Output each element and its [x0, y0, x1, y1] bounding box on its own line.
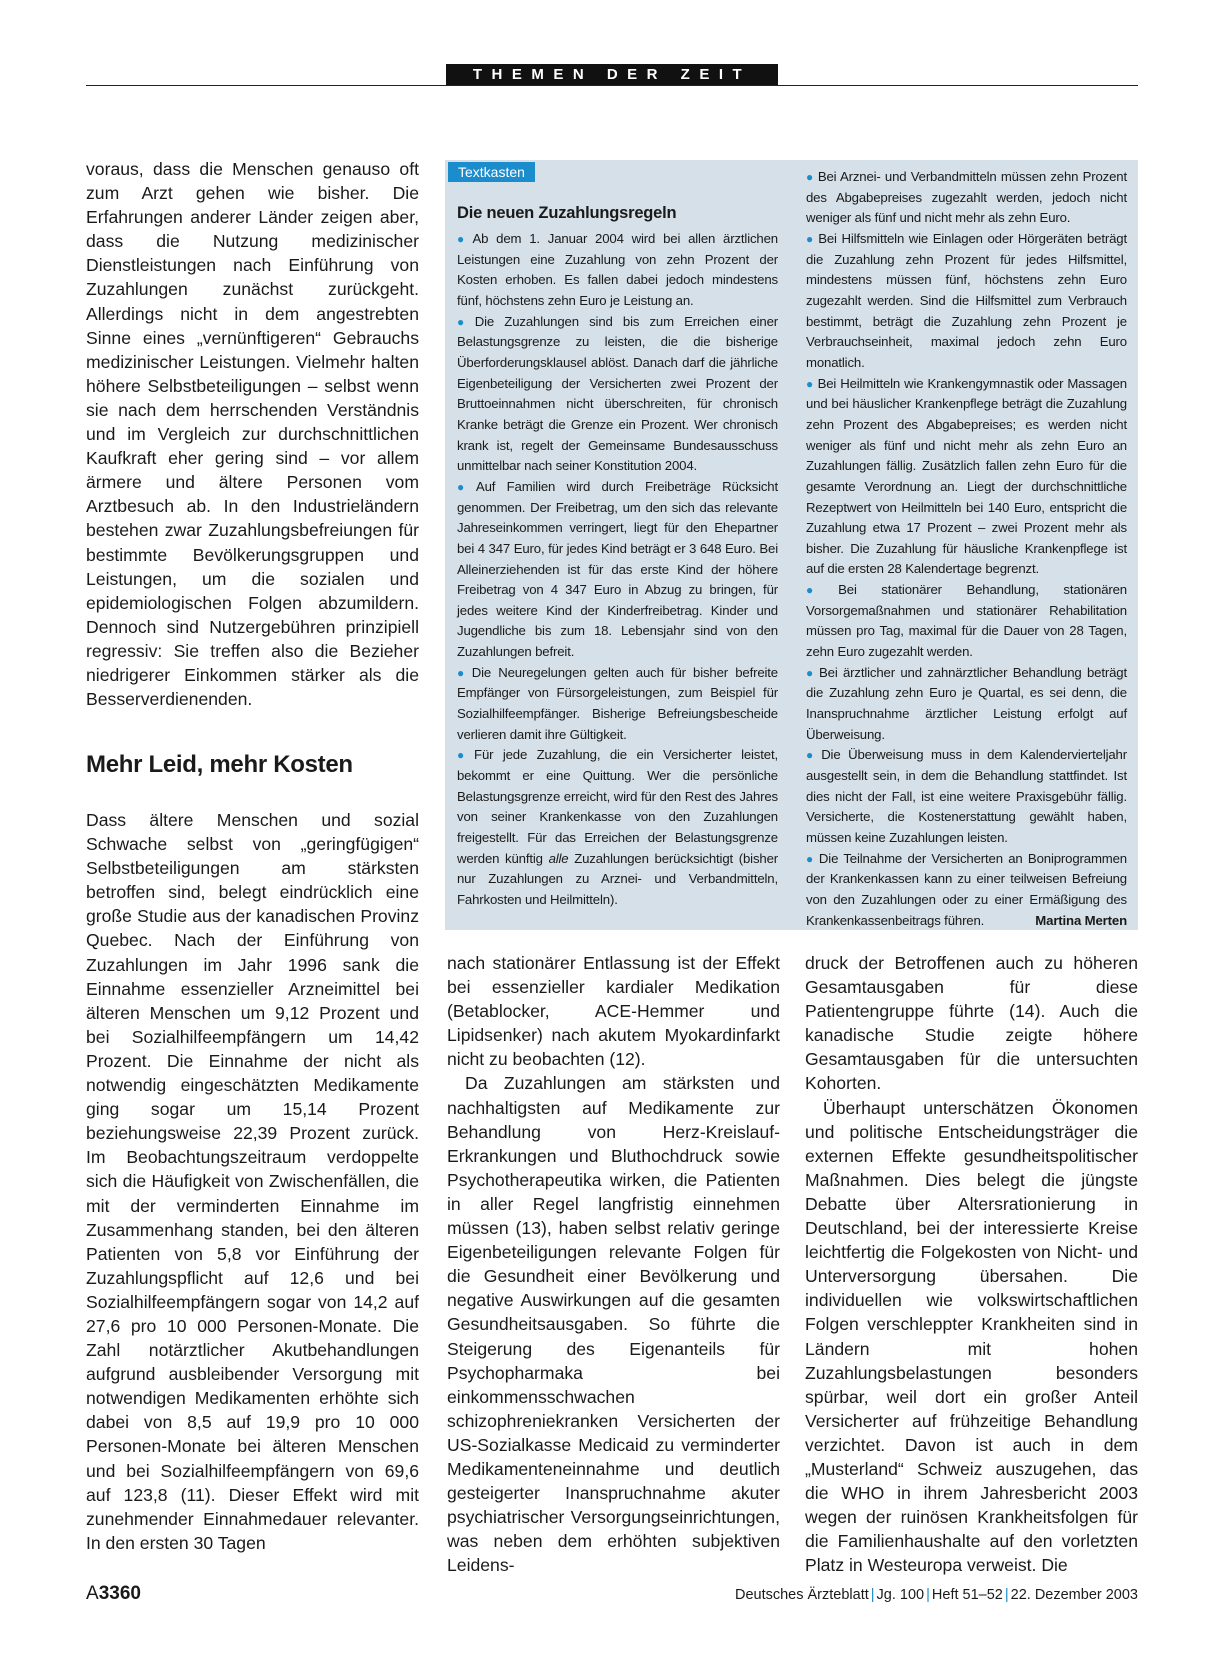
paragraph: voraus, dass die Menschen genauso oft zum Arzt gehen wie bisher. Die Erfahrungen anderer Länder zeigen aber, dass die Nutzung medizinischer Dienstleistungen nach Einführung von Zuzahlungen zunächst zurückgeht. Allerdings nicht in dem angestrebten Sinne eines „vernünftigeren“ Gebrauchs medizinischer Leistungen. Vielmehr halten höhere Selbstbeteiligungen – selbst wenn sie nach dem herrschenden Verständnis und im Vergleich zur durchschnittlichen Kaufkraft eher gering sind – vor allem ärmere und ältere Personen vom Arztbesuch ab. In den Industrieländern bestehen zwar Zuzahlungsbefreiungen für bestimmte Bevölkerungsgruppen und Leistungen, um die sozialen und epidemiologischen Folgen abzumildern. Dennoch sind Nutzergebühren prinzipiell regressiv: Sie treffen also die Bezieher niedrigerer Einkommen stärker als die Besserverdienenden. [86, 159, 419, 710]
column-2 [447, 951, 780, 1577]
section-header: THEMEN DER ZEIT [446, 64, 778, 85]
box-item: ● Bei ärztlicher und zahnärztlicher Behandlung beträgt die Zuzahlung zehn Euro je Quartal, es sei denn, die Inanspruchnahme ärztlicher Leistung erfolgt auf Überweisung. [806, 664, 1127, 742]
box-item: ● Die Zuzahlungen sind bis zum Erreichen einer Belastungsgrenze zu leisten, die die bisherige Überforderungsklausel ablöst. Danach darf die jährliche Eigenbeteiligung der Versicherten zwei Prozent der Bruttoeinnahmen nicht überschreiten, für chronisch Kranke beträgt die Grenze ein Prozent. Wer chronisch krank ist, regelt der Gemeinsame Bundesausschuss unmittelbar nach seiner Konstitution 2004. [457, 313, 778, 474]
author-signature: Martina Merten [1035, 912, 1127, 928]
date: 22. Dezember 2003 [1010, 1587, 1138, 1603]
column-1-top [86, 157, 419, 711]
header-rule [86, 85, 1138, 86]
separator: | [1004, 1587, 1009, 1603]
page-number: A3360 [86, 1583, 141, 1604]
paragraph: Da Zuzahlungen am stärksten und nachhaltigsten auf Medikamente zur Behandlung von Herz-Kreislauf-Erkrankungen und Bluthochdruck sowie Psychotherapeutika wirken, die Patienten in aller Regel langfristig einnehmen müssen (13), haben selbst relativ geringe Eigenbeteiligungen relevante Folgen für die Gesundheit einer Bevölkerung und negative Auswirkungen auf die gesamten Gesundheitsausgaben. So führte die Steigerung des Eigenanteils für Psychopharmaka bei einkommensschwachen schizophreniekranken Versicherten der US-Sozialkasse Medicaid zu verminderter Medikamenteneinnahme und deutlich gesteigerter Inanspruchnahme akuter psychiatrischer Versorgungseinrichtungen, was neben dem erhöhten subjektiven Leidens- [447, 1073, 780, 1576]
paragraph: nach stationärer Entlassung ist der Effekt bei essenzieller kardialer Medikation (Betablocker, ACE-Hemmer und Lipidsenker) nach akutem Myokardinfarkt nicht zu beobachten (12). [447, 953, 780, 1070]
subheading: Mehr Leid, mehr Kosten [86, 751, 353, 778]
journal-name: Deutsches Ärzteblatt [734, 1587, 869, 1603]
box-item: ● Die Teilnahme der Versicherten an Boniprogrammen der Krankenkassen kann zu einer teilweisen Befreiung von den Zuzahlungen oder zu einer Ermäßigung des Krankenkassenbeitrags führen. Martina Merten [806, 849, 1127, 932]
box-item: ● Bei Hilfsmitteln wie Einlagen oder Hörgeräten beträgt die Zuzahlung zehn Prozent für jedes Hilfsmittel, mindestens müssen fünf, höchstens zehn Euro zugezahlt werden. Sind die Hilfsmittel zum Verbrauch bestimmt, beträgt die Zuzahlung zehn Prozent je Verbrauchseinheit, maximal jedoch zehn Euro monatlich. [806, 230, 1127, 370]
text-box-left-column [457, 229, 778, 911]
column-1-bottom [86, 808, 419, 1555]
text-box-right-column [806, 167, 1127, 931]
paragraph: Dass ältere Menschen und sozial Schwache selbst von „geringfügigen“ Selbstbeteiligungen am stärksten betroffen sind, belegt eindrücklich eine große Studie aus der kanadischen Provinz Quebec. Nach der Einführung von Zuzahlungen im Jahr 1996 sank die Einnahme essenzieller Arzneimittel bei älteren Menschen um 9,12 Prozent und bei Sozialhilfeempfängern um 14,42 Prozent. Die Einnahme der nicht als notwendig eingeschätzten Medikamente ging sogar um 15,14 Prozent beziehungsweise 22,39 Prozent zurück. Im Beobachtungszeitraum verdoppelte sich die Häufigkeit von Zwischenfällen, die mit der verminderten Einnahme im Zusammenhang standen, bei den älteren Patienten von 5,8 vor Einführung der Zuzahlungspflicht auf 12,6 und bei Sozialhilfeempfängern sogar von 14,2 auf 27,6 pro 10 000 Personen-Monate. Die Zahl notärztlicher Akutbehandlungen aufgrund ausbleibender Versorgung mit notwendigen Medikamenten erhöhte sich dabei von 8,5 auf 19,9 pro 10 000 Personen-Monate bei älteren Menschen und bei Sozialhilfeempfängern von 69,6 auf 123,8 (11). Dieser Effekt wird mit zunehmender Einnahmedauer relevanter. In den ersten 30 Tagen [86, 810, 419, 1553]
box-item: ● Auf Familien wird durch Freibeträge Rücksicht genommen. Der Freibetrag, um den sich das relevante Jahreseinkommen verringert, liegt für den Ehepartner bei 4 347 Euro, für jedes Kind beträgt er 3 648 Euro. Bei Alleinerziehenden ist für das erste Kind der höhere Freibetrag von 4 347 Euro in Abzug zu bringen, für jedes weitere Kind der Kinderfreibetrag. Kinder und Jugendliche bis zum 18. Lebensjahr sind von den Zuzahlungen befreit. [457, 478, 778, 660]
bullet-icon: ● [457, 232, 469, 246]
bullet-icon: ● [806, 170, 814, 184]
text-box-title: Die neuen Zuzahlungsregeln [457, 204, 677, 222]
text-box-tag: Textkasten [448, 162, 535, 182]
bullet-icon: ● [806, 231, 815, 246]
box-item: ● Bei stationärer Behandlung, stationären Vorsorgemaßnahmen und stationärer Rehabilitation müssen pro Tag, maximal für die Dauer von 28 Tagen, zehn Euro zugezahlt werden. [806, 582, 1127, 660]
bullet-icon: ● [457, 748, 471, 763]
box-item: ● Bei Heilmitteln wie Krankengymnastik oder Massagen und bei häuslicher Krankenpflege beträgt die Zuzahlung zehn Prozent des Abgabepreises; es werden nicht weniger als fünf und nicht mehr als zehn Euro an Zuzahlungen fällig. Zusätzlich fallen zehn Euro für die gesamte Verordnung an. Liegt der durchschnittliche Rezeptwert von Heilmitteln bei 140 Euro, entspricht die Zuzahlung etwa 17 Prozent – zwei Prozent mehr als bisher. Die Zuzahlung für häusliche Krankenpflege ist auf die ersten 28 Kalendertage begrenzt. [806, 375, 1127, 577]
bullet-icon: ● [806, 748, 818, 763]
paragraph: druck der Betroffenen auch zu höheren Gesamtausgaben für diese Patientengruppe führte (14). Auch die kanadische Studie zeigte höhere Gesamtausgaben für die untersuchten Kohorten. [805, 953, 1138, 1094]
issue: Heft 51–52 [931, 1587, 1003, 1603]
bullet-icon: ● [806, 665, 815, 680]
box-item: ● Die Überweisung muss in dem Kalendervierteljahr ausgestellt sein, in dem die Behandlung stattfindet. Ist dies nicht der Fall, ist eine weitere Praxisgebühr fällig. Versicherte, die Kostenerstattung gewählt haben, müssen keine Zuzahlungen leisten. [806, 747, 1127, 845]
bullet-icon: ● [457, 314, 471, 329]
box-item: ● Für jede Zuzahlung, die ein Versicherter leistet, bekommt er eine Quittung. Wer die persönliche Belastungsgrenze erreicht, wird für den Rest des Jahres von seiner Krankenkasse von den Zuzahlungen freigestellt. Für das Erreichen der Belastungsgrenze werden künftig alle Zuzahlungen berücksichtigt (bisher nur Zuzahlungen zu Arznei- und Verbandmitteln, Fahrkosten und Heilmitteln). [457, 747, 778, 907]
volume: Jg. 100 [876, 1587, 925, 1603]
separator: | [870, 1587, 875, 1603]
box-item: ● Ab dem 1. Januar 2004 wird bei allen ärztlichen Leistungen eine Zuzahlung von zehn Prozent der Kosten erhoben. Es fallen dabei jedoch mindestens fünf, höchstens zehn Euro je Leistung an. [457, 231, 778, 308]
bullet-icon: ● [806, 376, 814, 391]
bullet-icon: ● [457, 665, 468, 680]
paragraph: Überhaupt unterschätzen Ökonomen und politische Entscheidungsträger die externen Effekte gesundheitspolitischer Maßnahmen. Dies belegt die jüngste Debatte über Altersrationierung in Deutschland, bei der interessierte Kreise leichtfertig die Folgekosten von Nicht- und Unterversorgung übersahen. Die individuellen wie volkswirtschaftlichen Folgen verschleppter Krankheiten sind in Ländern mit hohen Zuzahlungsbelastungen besonders spürbar, weil dort ein großer Anteil Versicherter auf frühzeitige Behandlung verzichtet. Davon ist auch in dem „Musterland“ Schweiz auszugehen, das die WHO in ihrem Jahresbericht 2003 wegen der ruinösen Krankheitsfolgen für die Familienhaushalte auf den vorletzten Platz in Westeuropa verweist. Die [805, 1097, 1138, 1576]
box-item: ● Bei Arznei- und Verbandmitteln müssen zehn Prozent des Abgabepreises zugezahlt werden, jedoch nicht weniger als fünf und nicht mehr als zehn Euro. [806, 169, 1127, 226]
bullet-icon: ● [806, 583, 835, 598]
separator: | [926, 1587, 930, 1603]
column-3 [805, 951, 1138, 1577]
box-item: ● Die Neuregelungen gelten auch für bisher befreite Empfänger von Fürsorgeleistungen, zum Beispiel für Sozialhilfeempfänger. Bisherige Befreiungsbescheide verlieren damit ihre Gültigkeit. [457, 664, 778, 742]
footer-citation [735, 1585, 1138, 1605]
bullet-icon: ● [457, 479, 472, 494]
bullet-icon: ● [806, 851, 815, 866]
